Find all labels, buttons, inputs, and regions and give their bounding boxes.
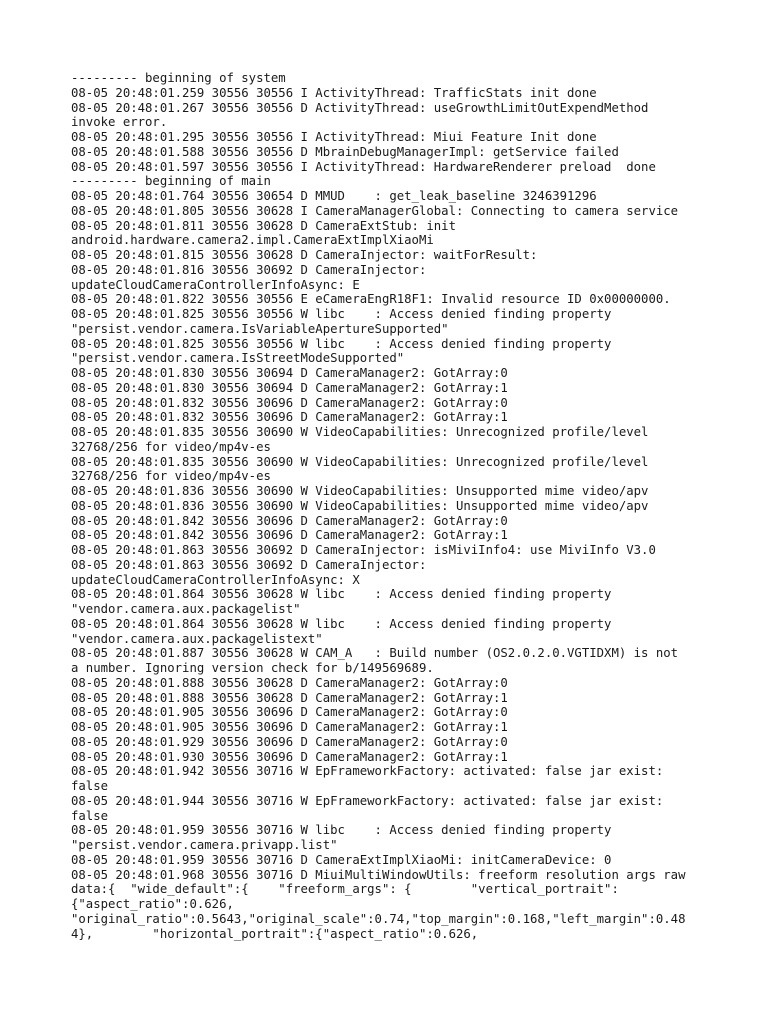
log-line: 08-05 20:48:01.905 30556 30696 D CameraManager2: GotArray:1 (71, 720, 508, 734)
log-line: 08-05 20:48:01.597 30556 30556 I ActivityThread: HardwareRenderer preload done (71, 159, 656, 174)
log-line: data:{ "wide_default":{ "freeform_args": { "vertical_portrait": (71, 882, 619, 897)
log-line: "original_ratio":0.5643,"original_scale":0.74,"top_margin":0.168,"left_margin":0.48 (71, 911, 686, 926)
log-line: "vendor.camera.aux.packagelistext" (71, 631, 323, 646)
log-document (71, 71, 711, 941)
log-line: "vendor.camera.aux.packagelist" (71, 602, 301, 616)
log-line: 08-05 20:48:01.888 30556 30628 D CameraManager2: GotArray:1 (71, 690, 508, 705)
log-line: 08-05 20:48:01.842 30556 30696 D CameraManager2: GotArray:1 (71, 528, 508, 543)
log-line: 08-05 20:48:01.295 30556 30556 I ActivityThread: Miui Feature Init done (71, 130, 597, 144)
log-line: 08-05 20:48:01.864 30556 30628 W libc : Access denied finding property (71, 616, 612, 631)
log-line: 08-05 20:48:01.764 30556 30654 D MMUD : get_leak_baseline 3246391296 (71, 189, 597, 203)
log-line: 08-05 20:48:01.816 30556 30692 D CameraInjector: (71, 262, 427, 277)
log-line: 08-05 20:48:01.942 30556 30716 W EpFrameworkFactory: activated: false jar exist: (71, 764, 664, 779)
log-line: 4}, "horizontal_portrait":{"aspect_ratio":0.626, (71, 926, 479, 941)
log-line: {"aspect_ratio":0.626, (71, 897, 234, 911)
log-line: false (71, 779, 109, 793)
log-line: 08-05 20:48:01.887 30556 30628 W CAM_A : Build number (OS2.0.2.0.VGTIDXM) is not (71, 646, 679, 661)
log-line: 08-05 20:48:01.835 30556 30690 W VideoCapabilities: Unrecognized profile/level (71, 454, 649, 469)
log-line: 08-05 20:48:01.863 30556 30692 D CameraInjector: isMiviInfo4: use MiviInfo V3.0 (71, 543, 656, 557)
log-line: updateCloudCameraControllerInfoAsync: E (71, 277, 360, 292)
log-line: 08-05 20:48:01.836 30556 30690 W VideoCapabilities: Unsupported mime video/apv (71, 484, 649, 498)
log-line: 08-05 20:48:01.830 30556 30694 D CameraManager2: GotArray:1 (71, 380, 508, 395)
log-line: 08-05 20:48:01.832 30556 30696 D CameraManager2: GotArray:1 (71, 410, 508, 425)
log-line: 08-05 20:48:01.863 30556 30692 D CameraInjector: (71, 557, 427, 572)
log-line: invoke error. (71, 115, 168, 130)
log-line: --------- beginning of main (71, 174, 271, 189)
log-line: 08-05 20:48:01.830 30556 30694 D CameraManager2: GotArray:0 (71, 366, 508, 380)
log-line: updateCloudCameraControllerInfoAsync: X (71, 572, 360, 587)
log-line: 08-05 20:48:01.836 30556 30690 W VideoCapabilities: Unsupported mime video/apv (71, 498, 649, 513)
log-line: 08-05 20:48:01.259 30556 30556 I ActivityThread: TrafficStats init done (71, 85, 597, 100)
log-line: 08-05 20:48:01.968 30556 30716 D MiuiMultiWindowUtils: freeform resolution args raw (71, 867, 686, 882)
log-line: 08-05 20:48:01.588 30556 30556 D MbrainDebugManagerImpl: getService failed (71, 144, 619, 159)
log-line: 08-05 20:48:01.959 30556 30716 W libc : Access denied finding property (71, 823, 612, 838)
log-line: 08-05 20:48:01.811 30556 30628 D CameraExtStub: init (71, 218, 456, 233)
log-line: 08-05 20:48:01.905 30556 30696 D CameraManager2: GotArray:0 (71, 705, 508, 720)
log-line: 08-05 20:48:01.815 30556 30628 D CameraInjector: waitForResult: (71, 248, 538, 262)
log-line: 08-05 20:48:01.805 30556 30628 I CameraManagerGlobal: Connecting to camera service (71, 203, 679, 218)
log-line: 08-05 20:48:01.822 30556 30556 E eCameraEngR18F1: Invalid resource ID 0x00000000. (71, 292, 671, 307)
log-line: 08-05 20:48:01.835 30556 30690 W VideoCapabilities: Unrecognized profile/level (71, 425, 649, 439)
log-line: 08-05 20:48:01.842 30556 30696 D CameraManager2: GotArray:0 (71, 513, 508, 528)
log-line: 08-05 20:48:01.888 30556 30628 D CameraManager2: GotArray:0 (71, 675, 508, 690)
log-line: a number. Ignoring version check for b/149569689. (71, 661, 434, 675)
log-line: "persist.vendor.camera.IsVariableApertureSupported" (71, 321, 449, 336)
log-line: 08-05 20:48:01.929 30556 30696 D CameraManager2: GotArray:0 (71, 734, 508, 749)
log-line: 08-05 20:48:01.959 30556 30716 D CameraExtImplXiaoMi: initCameraDevice: 0 (71, 852, 612, 867)
log-line: 08-05 20:48:01.825 30556 30556 W libc : Access denied finding property (71, 336, 612, 351)
log-line: 08-05 20:48:01.825 30556 30556 W libc : Access denied finding property (71, 307, 612, 321)
log-line: 32768/256 for video/mp4v-es (71, 439, 271, 454)
log-line: 08-05 20:48:01.944 30556 30716 W EpFrameworkFactory: activated: false jar exist: (71, 793, 664, 808)
log-line: 08-05 20:48:01.832 30556 30696 D CameraManager2: GotArray:0 (71, 395, 508, 410)
log-line: "persist.vendor.camera.IsStreetModeSupported" (71, 351, 405, 366)
log-line: --------- beginning of system (71, 71, 286, 85)
log-line: 08-05 20:48:01.930 30556 30696 D CameraManager2: GotArray:1 (71, 749, 508, 764)
log-line: 08-05 20:48:01.267 30556 30556 D ActivityThread: useGrowthLimitOutExpendMethod (71, 100, 649, 115)
log-line: "persist.vendor.camera.privapp.list" (71, 838, 338, 852)
log-line: false (71, 808, 109, 823)
log-line: android.hardware.camera2.impl.CameraExtImplXiaoMi (71, 233, 434, 248)
log-line: 32768/256 for video/mp4v-es (71, 469, 271, 484)
log-line: 08-05 20:48:01.864 30556 30628 W libc : Access denied finding property (71, 587, 612, 602)
